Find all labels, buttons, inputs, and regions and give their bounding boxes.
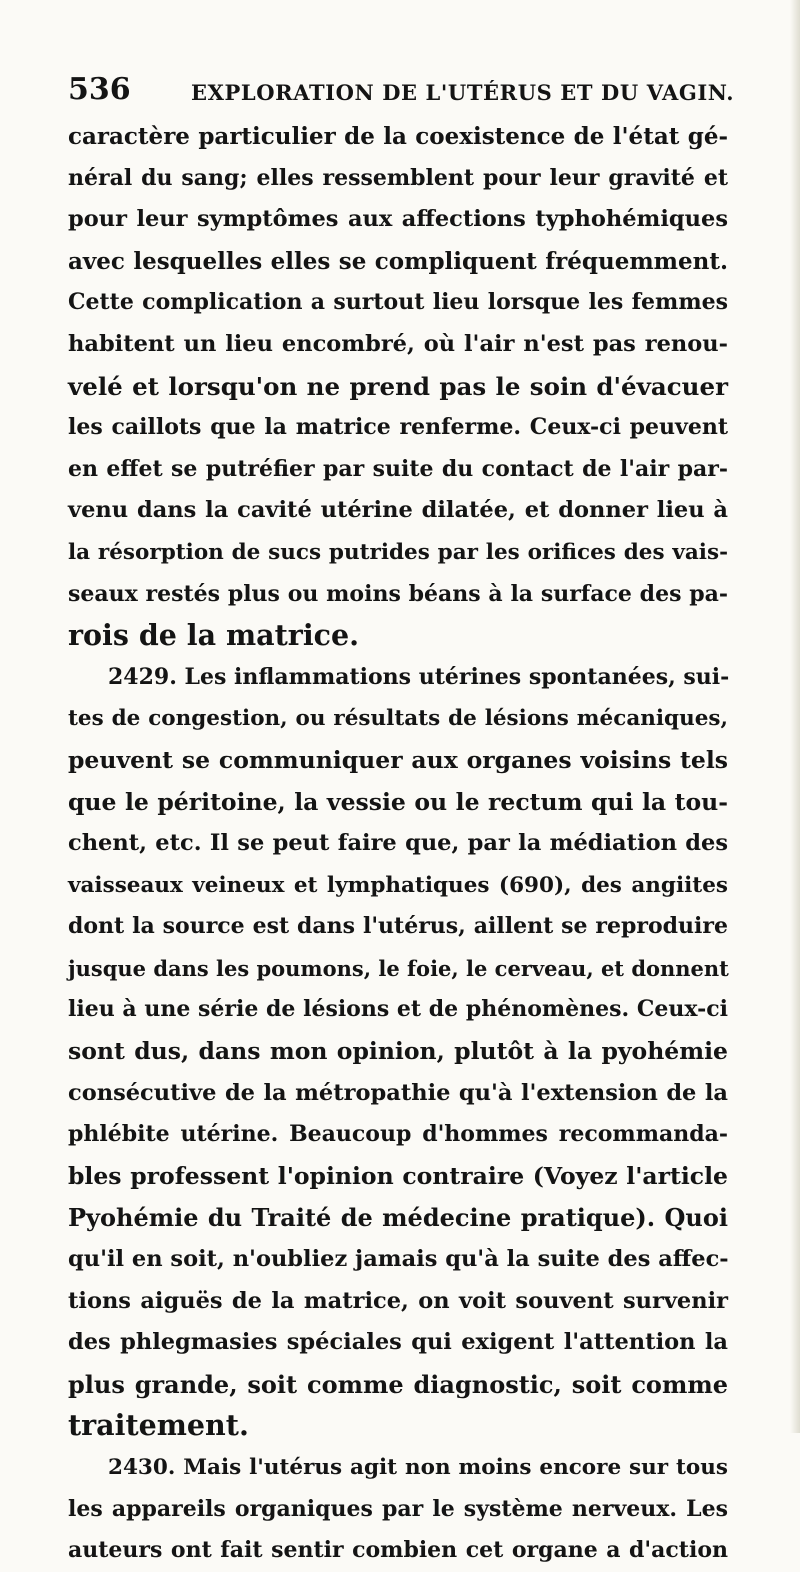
text-line: habitent un lieu encombré, où l'air n'est pas renou- [68,330,728,357]
paragraph-start-line: 2429. Les inflammations utérines spontanées, sui- [108,663,730,690]
text-line: tes de congestion, ou résultats de lésions mécaniques, [68,706,728,732]
text-line: tions aiguës de la matrice, on voit souvent survenir [68,1287,728,1314]
text-line: pour leur symptômes aux affections typhohémiques [68,206,728,233]
text-line: en effet se putréfier par suite du contact de l'air par- [68,455,728,482]
text-line: les appareils organiques par le système nerveux. Les [68,1495,728,1522]
text-line: plus grande, soit comme diagnostic, soit comme [68,1369,728,1399]
text-line: que le péritoine, la vessie ou le rectum qui la tou- [68,787,728,816]
page-edge-shadow [790,0,800,1433]
paragraph-start-line: 2430. Mais l'utérus agit non moins encore sur tous [108,1455,728,1480]
text-line: la résorption de sucs putrides par les orifices des vais- [68,539,728,565]
text-line: sont dus, dans mon opinion, plutôt à la pyohémie [68,1037,728,1066]
body-text [68,116,728,1572]
page-header [68,72,735,112]
text-line: jusque dans les poumons, le foie, le cerveau, et donnent [68,955,729,981]
text-line: Pyohémie du Traité de médecine pratique). Quoi [68,1203,728,1233]
text-line: auteurs ont fait sentir combien cet organe a d'action [68,1537,728,1564]
page-number: 536 [68,72,131,107]
text-line: qu'il en soit, n'oubliez jamais qu'à la suite des affec- [68,1246,729,1273]
text-line: velé et lorsqu'on ne prend pas le soin d'évacuer [68,371,728,401]
text-line: chent, etc. Il se peut faire que, par la médiation des [68,830,728,857]
text-line: consécutive de la métropathie qu'à l'extension de la [68,1079,728,1106]
text-line: des phlegmasies spéciales qui exigent l'attention la [68,1329,728,1356]
text-line: avec lesquelles elles se compliquent fréquemment. [68,247,728,275]
running-head: EXPLORATION DE L'UTÉRUS ET DU VAGIN. [191,80,735,105]
text-line: bles professent l'opinion contraire (Voyez l'article [68,1161,728,1190]
text-line: phlébite utérine. Beaucoup d'hommes recommanda- [68,1121,728,1148]
text-line: les caillots que la matrice renferme. Ceux-ci peuvent [68,414,728,441]
text-line: venu dans la cavité utérine dilatée, et donner lieu à [68,497,728,524]
text-line: Cette complication a surtout lieu lorsque les femmes [68,289,728,316]
text-line: seaux restés plus ou moins béans à la surface des pa- [68,580,728,607]
text-line: rois de la matrice. [68,618,360,653]
text-line: lieu à une série de lésions et de phénomènes. Ceux-ci [68,996,728,1023]
text-line: vaisseaux veineux et lymphatiques (690), des angiites [68,872,728,898]
text-line: peuvent se communiquer aux organes voisins tels [68,745,728,774]
text-line: traitement. [68,1408,249,1443]
text-line: caractère particulier de la coexistence de l'état gé- [68,123,728,150]
text-line: dont la source est dans l'utérus, aillent se reproduire [68,913,728,940]
text-line: néral du sang; elles ressemblent pour leur gravité et [68,164,728,191]
